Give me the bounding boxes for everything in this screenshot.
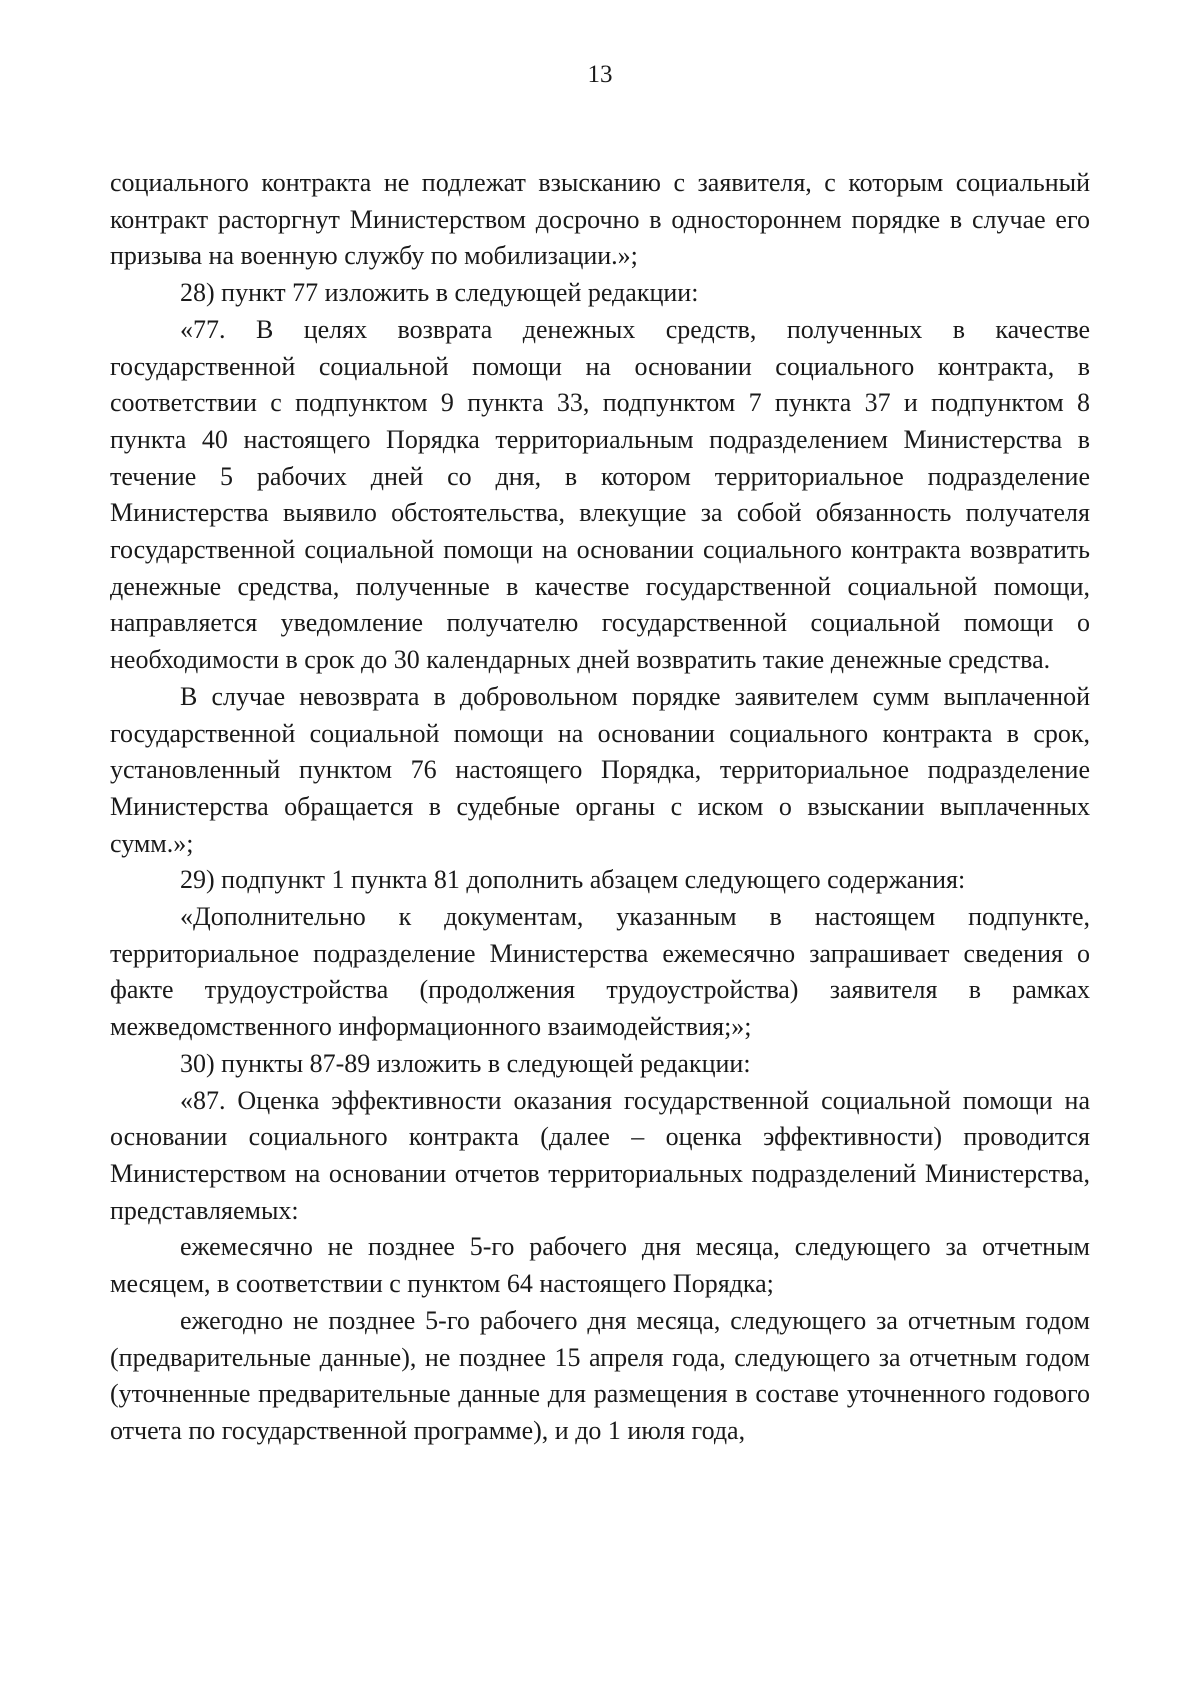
paragraph-item-30: 30) пункты 87-89 изложить в следующей редакции: bbox=[180, 1048, 751, 1078]
paragraph-item-28: 28) пункт 77 изложить в следующей редакции: bbox=[180, 278, 699, 308]
page-number: 13 bbox=[587, 61, 613, 88]
paragraph-clause-77-continued: В случае невозврата в добровольном порядке заявителем сумм выплаченной государственной социальной помощи на основании социального контракта в срок, установленный пунктом 76 настоящего Порядка, территориальное подразделение Министерства обращается в судебные органы с иском о взыскании выплаченных сумм.»; bbox=[110, 681, 1090, 858]
paragraph-yearly: ежегодно не позднее 5-го рабочего дня месяца, следующего за отчетным годом (предварительные данные), не позднее 15 апреля года, следующего за отчетным годом (уточненные предварительные данные для размещения в составе уточненного годового отчета по государственной программе), и до 1 июля года, bbox=[110, 1305, 1090, 1445]
paragraph-monthly: ежемесячно не позднее 5-го рабочего дня месяца, следующего за отчетным месяцем, в соответствии с пунктом 64 настоящего Порядка; bbox=[110, 1232, 1090, 1299]
paragraph-continuation: социального контракта не подлежат взысканию с заявителя, с которым социальный контракт расторгнут Министерством досрочно в одностороннем порядке в случае его призыва на военную службу по мобилизации.»; bbox=[110, 168, 1090, 271]
paragraph-additional-text: «Дополнительно к документам, указанным в настоящем подпункте, территориальное подразделение Министерства ежемесячно запрашивает сведения о факте трудоустройства (продолжения трудоустройства) заявителя в рамках межведомственного информационного взаимодействия;»; bbox=[110, 902, 1090, 1042]
document-body bbox=[110, 165, 1090, 1450]
paragraph-clause-87: «87. Оценка эффективности оказания государственной социальной помощи на основании социального контракта (далее – оценка эффективности) проводится Министерством на основании отчетов территориальных подразделений Министерства, представляемых: bbox=[110, 1085, 1090, 1225]
paragraph-item-29: 29) подпункт 1 пункта 81 дополнить абзацем следующего содержания: bbox=[180, 865, 966, 895]
paragraph-clause-77: «77. В целях возврата денежных средств, полученных в качестве государственной социальной помощи на основании социального контракта, в соответствии с подпунктом 9 пункта 33, подпунктом 7 пункта 37 и подпунктом 8 пункта 40 настоящего Порядка территориальным подразделением Министерства в течение 5 рабочих дней со дня, в котором территориальное подразделение Министерства выявило обстоятельства, влекущие за собой обязанность получателя государственной социальной помощи на основании социального контракта возвратить денежные средства, полученные в качестве государственной социальной помощи, направляется уведомление получателю государственной социальной помощи о необходимости в срок до 30 календарных дней возвратить такие денежные средства. bbox=[110, 314, 1090, 675]
